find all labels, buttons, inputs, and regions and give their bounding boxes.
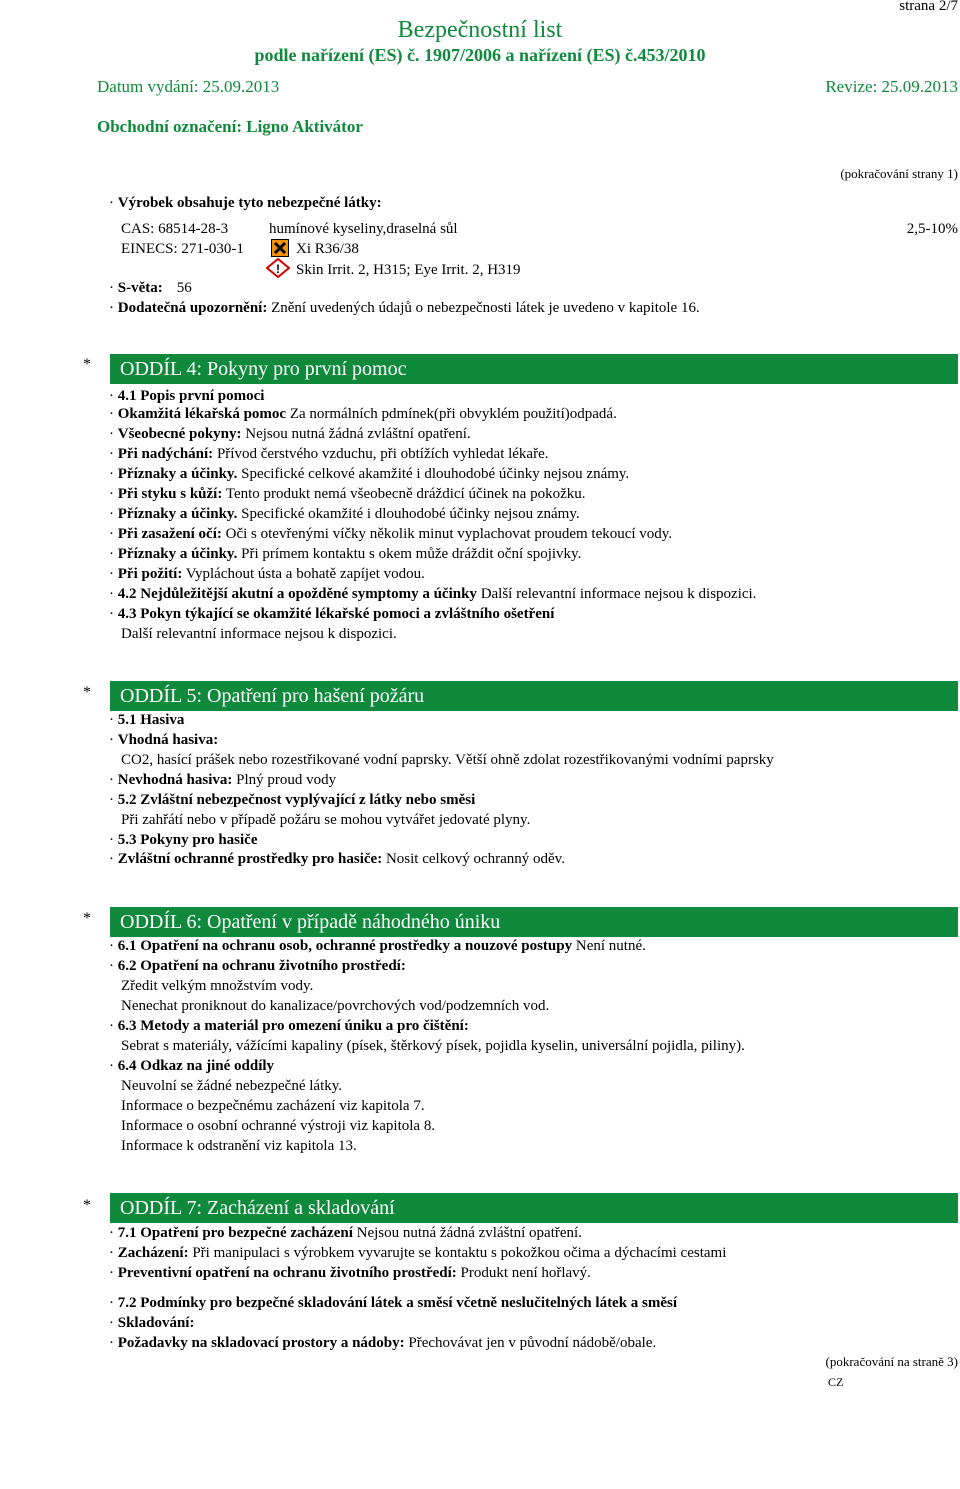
- continued-from: (pokračování strany 1): [840, 166, 958, 181]
- s7-line-3: · Preventivní opatření na ochranu životního prostředí: Produkt není hořlavý.: [109, 1265, 591, 1281]
- s4-l8b: Při zasažení očí:: [117, 526, 222, 542]
- s7-l1b: 7.1 Opatření pro bezpečné zacházení: [117, 1225, 353, 1241]
- s7-l3b: Preventivní opatření na ochranu životního prostředí:: [117, 1265, 457, 1281]
- hazard-class-xi: Xi R36/38: [296, 241, 359, 257]
- s6-line-9: Informace o bezpečnému zacházení viz kapitola 7.: [121, 1098, 425, 1114]
- s5-line-5: · 5.2 Zvláštní nebezpečnost vyplývající z látky nebo směsi: [109, 792, 476, 808]
- section5-change-marker: *: [83, 684, 91, 701]
- s6-line-8: Neuvolní se žádné nebezpečné látky.: [121, 1078, 343, 1094]
- s7-l5: Skladování:: [117, 1315, 195, 1331]
- s4-l10b: Při požití:: [117, 566, 183, 582]
- document-title: Bezpečnostní list: [397, 17, 563, 43]
- s5-l2: Vhodná hasiva:: [117, 732, 219, 748]
- section4-header: [110, 354, 958, 384]
- continued-on: (pokračování na straně 3): [825, 1354, 958, 1369]
- s4-l3b: Všeobecné pokyny:: [117, 426, 242, 442]
- language-code: CZ: [828, 1375, 844, 1389]
- s4-line-12: · 4.3 Pokyn týkající se okamžité lékařské pomoci a zvláštního ošetření: [109, 606, 555, 622]
- additional-warnings-text: Znění uvedených údajů o nebezpečnosti látek je uvedeno v kapitole 16.: [271, 300, 700, 316]
- exclamation-warning-icon: [266, 258, 290, 278]
- s4-line-13: Další relevantní informace nejsou k dispozici.: [121, 626, 397, 642]
- s4-line-5: · Příznaky a účinky. Specifické celkové akamžité i dlouhodobé účinky nejsou známy.: [109, 466, 630, 482]
- s5-l7: 5.3 Pokyny pro hasiče: [117, 832, 258, 848]
- harmful-x-icon: [271, 239, 289, 257]
- s7-l2b: Zacházení:: [117, 1245, 189, 1261]
- section4-change-marker: *: [83, 356, 91, 373]
- s4-line-2: · Okamžitá lékařská pomoc Za normálních pdmínek(při obvyklém použití)odpadá.: [109, 406, 617, 422]
- hazardous-title-text: Výrobek obsahuje tyto nebezpečné látky:: [117, 195, 382, 211]
- section6-change-marker: *: [83, 910, 91, 927]
- s7-l3: Produkt není hořlavý.: [456, 1265, 591, 1281]
- s4-l4: Přívod čerstvého vzduchu, při obtížích vyhledat lékaře.: [213, 446, 549, 462]
- s5-line-6: Při zahřátí nebo v případě požáru se mohou vytvářet jedovaté plyny.: [121, 812, 531, 828]
- substance-percent: 2,5-10%: [906, 221, 958, 237]
- s6-l1: Není nutné.: [572, 938, 646, 954]
- s6-l5: 6.3 Metody a materiál pro omezení úniku a pro čištění:: [117, 1018, 469, 1034]
- s4-l2: Za normálních pdmínek(při obvyklém použití)odpadá.: [286, 406, 617, 422]
- s4-line-7: · Příznaky a účinky. Specifické okamžité i dlouhodobé účinky nejsou známy.: [109, 506, 580, 522]
- section5-title: ODDÍL 5: Opatření pro hašení požáru: [120, 685, 425, 707]
- section6-header: [110, 907, 958, 937]
- s5-line-3: CO2, hasící prášek nebo rozestřikované vodní paprsky. Větší ohně zdolat rozestřikovanými vodními paprsky: [121, 752, 774, 768]
- s6-line-7: · 6.4 Odkaz na jiné oddíly: [109, 1058, 275, 1074]
- s7-line-5: · Skladování:: [109, 1315, 195, 1331]
- s7-line-4: · 7.2 Podmínky pro bezpečné skladování látek a směsí včetně neslučitelných látek a směsí: [109, 1295, 678, 1311]
- s4-line-11: · 4.2 Nejdůležitější akutní a opožděné symptomy a účinky Další relevantní informace nejsou k dispozici.: [109, 586, 757, 602]
- s5-l5: 5.2 Zvláštní nebezpečnost vyplývající z látky nebo směsi: [117, 792, 476, 808]
- s4-line-3: · Všeobecné pokyny: Nejsou nutná žádná zvláštní opatření.: [109, 426, 471, 442]
- s4-l5: Specifické celkové akamžité i dlouhodobé účinky nejsou známy.: [237, 466, 630, 482]
- s4-l10: Vypláchout ústa a bohatě zapíjet vodou.: [182, 566, 425, 582]
- s7-line-6: · Požadavky na skladovací prostory a nádoby: Přechovávat jen v původní nádobě/obale.: [109, 1335, 657, 1351]
- s6-line-11: Informace k odstranění viz kapitola 13.: [121, 1138, 357, 1154]
- revision-date: Revize: 25.09.2013: [825, 77, 958, 96]
- s5-line-4: · Nevhodná hasiva: Plný proud vody: [109, 772, 337, 788]
- s4-line-4: · Při nadýchání: Přívod čerstvého vzduchu, při obtížích vyhledat lékaře.: [109, 446, 549, 462]
- s4-l6: Tento produkt nemá všeobecně dráždicí účinek na pokožku.: [222, 486, 586, 502]
- s7-l1: Nejsou nutná žádná zvláštní opatření.: [352, 1225, 582, 1241]
- s4-l6b: Při styku s kůží:: [117, 486, 223, 502]
- hazardous-title: · Výrobek obsahuje tyto nebezpečné látky:: [109, 195, 382, 211]
- s7-l2: Při manipulaci s výrobkem vyvarujte se kontaktu s pokožkou očima a dýchacími cestami: [188, 1245, 727, 1261]
- s6-l2: 6.2 Opatření na ochranu životního prostředí:: [117, 958, 406, 974]
- s4-l8: Oči s otevřenými víčky několik minut vyplachovat proudem tekoucí vody.: [221, 526, 673, 542]
- s6-line-5: · 6.3 Metody a materiál pro omezení úniku a pro čištění:: [109, 1018, 469, 1034]
- cas-number: CAS: 68514-28-3: [121, 221, 229, 237]
- s6-line-6: Sebrat s materiály, vážícími kapaliny (písek, štěrkový písek, pojidla kyselin, universální pojidla, piliny).: [121, 1038, 745, 1054]
- s4-line-8: · Při zasažení očí: Oči s otevřenými víčky několik minut vyplachovat proudem tekoucí vody.: [109, 526, 673, 542]
- s4-l7: Specifické okamžité i dlouhodobé účinky nejsou známy.: [237, 506, 580, 522]
- s4-l12b: 4.3 Pokyn týkající se okamžité lékařské pomoci a zvláštního ošetření: [117, 606, 555, 622]
- section7-header: [110, 1193, 958, 1223]
- s6-line-4: Nenechat proniknout do kanalizace/povrchových vod/podzemních vod.: [121, 998, 550, 1014]
- section4-title: ODDÍL 4: Pokyny pro první pomoc: [120, 358, 407, 380]
- s6-line-10: Informace o osobní ochranné výstroji viz kapitola 8.: [121, 1118, 436, 1134]
- s5-l1: 5.1 Hasiva: [117, 712, 185, 728]
- s5-line-2: · Vhodná hasiva:: [109, 732, 219, 748]
- section7-change-marker: *: [83, 1197, 91, 1214]
- s4-l9: Při prímem kontaktu s okem může dráždit oční spojivky.: [237, 546, 582, 562]
- s-sentence-label: S-věta:: [117, 280, 163, 296]
- s4-l5b: Příznaky a účinky.: [117, 466, 238, 482]
- s4-line-1: · 4.1 Popis první pomoci: [109, 388, 265, 404]
- s4-l4b: Při nadýchání:: [117, 446, 214, 462]
- hazard-class-ghs: Skin Irrit. 2, H315; Eye Irrit. 2, H319: [296, 262, 521, 278]
- s4-l7b: Příznaky a účinky.: [117, 506, 238, 522]
- s7-line-2: · Zacházení: Při manipulaci s výrobkem vyvarujte se kontaktu s pokožkou očima a dýchacími cestami: [109, 1245, 727, 1261]
- s6-l1b: 6.1 Opatření na ochranu osob, ochranné prostředky a nouzové postupy: [117, 938, 573, 954]
- additional-warnings-label: Dodatečná upozornění:: [117, 300, 268, 316]
- section6-title: ODDÍL 6: Opatření v případě náhodného úniku: [120, 911, 501, 933]
- s7-l4: 7.2 Podmínky pro bezpečné skladování látek a směsí včetně neslučitelných látek a směsí: [117, 1295, 678, 1311]
- s4-l11: Další relevantní informace nejsou k dispozici.: [476, 586, 757, 602]
- s5-l4b: Nevhodná hasiva:: [117, 772, 233, 788]
- s6-line-2: · 6.2 Opatření na ochranu životního prostředí:: [109, 958, 406, 974]
- s4-l2b: Okamžitá lékařská pomoc: [117, 406, 287, 422]
- additional-warnings: · Dodatečná upozornění: Znění uvedených údajů o nebezpečnosti látek je uvedeno v kapitole 16.: [109, 300, 700, 316]
- issue-date: Datum vydání: 25.09.2013: [97, 77, 280, 96]
- s6-line-3: Zředit velkým množstvím vody.: [121, 978, 314, 994]
- s4-l9b: Příznaky a účinky.: [117, 546, 238, 562]
- s4-l1: 4.1 Popis první pomoci: [117, 388, 265, 404]
- s4-line-6: · Při styku s kůží: Tento produkt nemá všeobecně dráždicí účinek na pokožku.: [109, 486, 586, 502]
- s5-line-8: · Zvláštní ochranné prostředky pro hasiče: Nosit celkový ochranný oděv.: [109, 851, 565, 867]
- section7-title: ODDÍL 7: Zacházení a skladování: [120, 1197, 395, 1219]
- s4-line-10: · Při požití: Vypláchout ústa a bohatě zapíjet vodou.: [109, 566, 425, 582]
- section5-header: [110, 681, 958, 711]
- s5-l8: Nosit celkový ochranný oděv.: [382, 851, 565, 867]
- s6-l7: 6.4 Odkaz na jiné oddíly: [117, 1058, 275, 1074]
- s7-l6: Přechovávat jen v původní nádobě/obale.: [404, 1335, 657, 1351]
- s5-l4: Plný proud vody: [232, 772, 337, 788]
- s7-line-1: · 7.1 Opatření pro bezpečné zacházení Nejsou nutná žádná zvláštní opatření.: [109, 1225, 582, 1241]
- s7-l6b: Požadavky na skladovací prostory a nádoby:: [117, 1335, 405, 1351]
- page-number: strana 2/7: [899, 0, 958, 14]
- s5-line-7: · 5.3 Pokyny pro hasiče: [109, 832, 258, 848]
- s-sentence: · S-věta: 56: [109, 280, 192, 296]
- s4-line-9: · Příznaky a účinky. Při prímem kontaktu s okem může dráždit oční spojivky.: [109, 546, 582, 562]
- s5-l8b: Zvláštní ochranné prostředky pro hasiče:: [117, 851, 383, 867]
- s-sentence-value: 56: [176, 280, 192, 296]
- s6-line-1: · 6.1 Opatření na ochranu osob, ochranné prostředky a nouzové postupy Není nutné.: [109, 938, 646, 954]
- s4-l3: Nejsou nutná žádná zvláštní opatření.: [241, 426, 471, 442]
- trade-name: Obchodní označení: Ligno Aktivátor: [97, 117, 363, 136]
- substance-name: humínové kyseliny,draselná sůl: [269, 221, 458, 237]
- s4-l11b: 4.2 Nejdůležitější akutní a opožděné symptomy a účinky: [117, 586, 477, 602]
- svg-text:!: !: [276, 262, 280, 276]
- einecs-number: EINECS: 271-030-1: [121, 241, 244, 257]
- s5-line-1: · 5.1 Hasiva: [109, 712, 185, 728]
- regulation-subtitle: podle nařízení (ES) č. 1907/2006 a nařízení (ES) č.453/2010: [254, 45, 706, 65]
